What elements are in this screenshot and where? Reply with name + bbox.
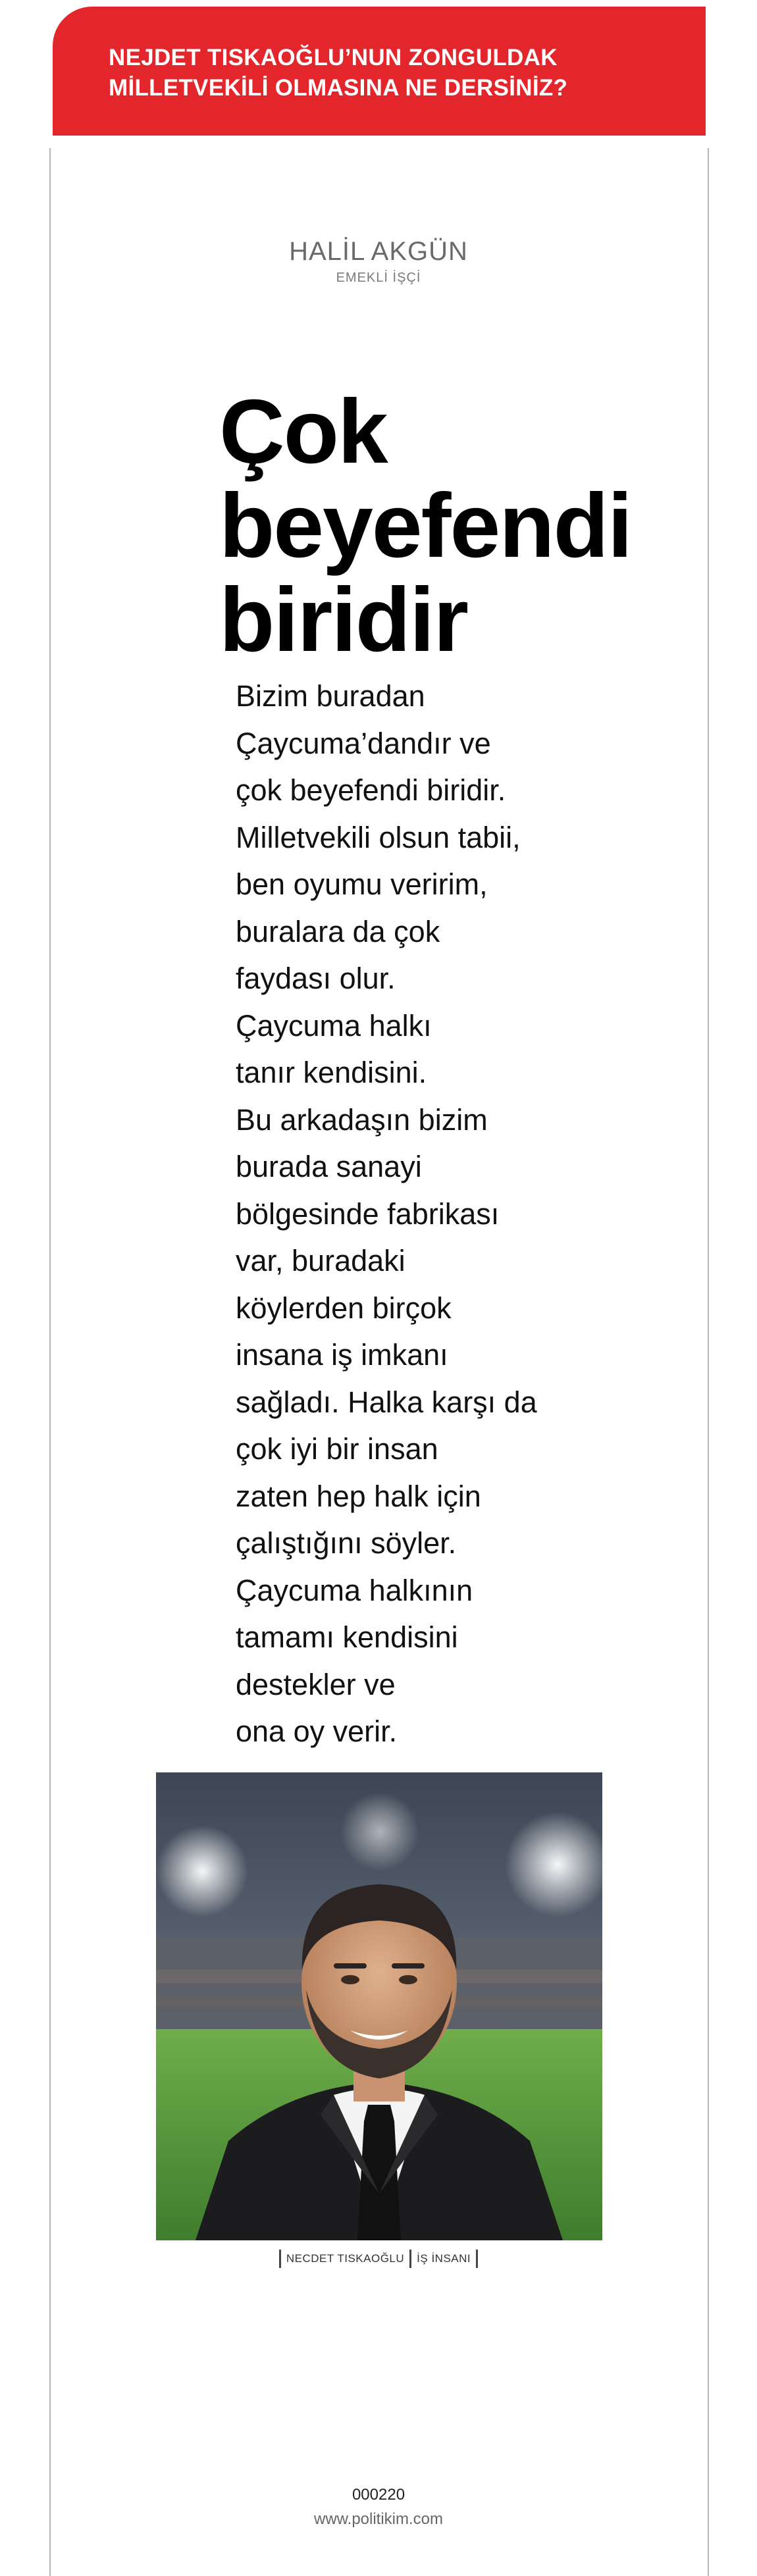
portrait-photo <box>156 1772 602 2240</box>
body-line: Çaycuma’dandır ve <box>236 726 491 760</box>
headline <box>219 381 632 671</box>
body-line: buralara da çok <box>236 914 440 948</box>
body-line: faydası olur. <box>236 962 396 995</box>
body-line: sağladı. Halka karşı da <box>236 1385 537 1419</box>
article-body <box>236 673 578 1755</box>
body-line: tamamı kendisini <box>236 1620 458 1654</box>
body-line: köylerden birçok <box>236 1291 452 1325</box>
body-line: çok iyi bir insan <box>236 1432 438 1466</box>
header-title-line-2: MİLLETVEKİLİ OLMASINA NE DERSİNİZ? <box>109 75 568 101</box>
caption-role: İŞ İNSANI <box>417 2252 471 2265</box>
body-line: burada sanayi <box>236 1150 422 1183</box>
header-title-line-1: NEJDET TISKAOĞLU’NUN ZONGULDAK <box>109 45 558 70</box>
author-block <box>0 237 757 286</box>
header-banner <box>53 7 706 136</box>
caption-divider <box>409 2250 411 2268</box>
headline-line: biridir <box>219 569 468 671</box>
body-line: ben oyumu veririm, <box>236 867 488 901</box>
body-line: çok beyefendi biridir. <box>236 773 506 807</box>
body-line: destekler ve <box>236 1667 396 1701</box>
headline-line: Çok <box>219 381 387 482</box>
photo-caption <box>0 2250 757 2268</box>
body-line: Bizim buradan <box>236 679 425 713</box>
body-line: Çaycuma halkının <box>236 1573 473 1607</box>
body-line: insana iş imkanı <box>236 1338 448 1372</box>
author-role: EMEKLİ İŞÇİ <box>336 270 421 285</box>
body-line: Çaycuma halkı <box>236 1008 432 1043</box>
body-line: tanır kendisini. <box>236 1056 427 1089</box>
footer-url: www.politikim.com <box>313 2510 444 2528</box>
body-line: Bu arkadaşın bizim <box>236 1102 488 1137</box>
caption-divider <box>279 2250 281 2268</box>
caption-divider <box>476 2250 478 2268</box>
caption-name: NECDET TISKAOĞLU <box>286 2252 405 2265</box>
body-line: zaten hep halk için <box>236 1479 481 1513</box>
frame-left-border <box>49 148 51 2576</box>
author-name: HALİL AKGÜN <box>289 237 468 266</box>
body-line: Milletvekili olsun tabii, <box>236 820 521 854</box>
body-line: ona oy verir. <box>236 1714 398 1748</box>
body-line: bölgesinde fabrikası <box>236 1197 500 1231</box>
frame-right-border <box>708 148 709 2576</box>
headline-line: beyefendi <box>219 475 632 577</box>
body-line: var, buradaki <box>236 1244 405 1277</box>
body-line: çalıştığını söyler. <box>236 1526 457 1560</box>
footer-code: 000220 <box>352 2486 405 2504</box>
